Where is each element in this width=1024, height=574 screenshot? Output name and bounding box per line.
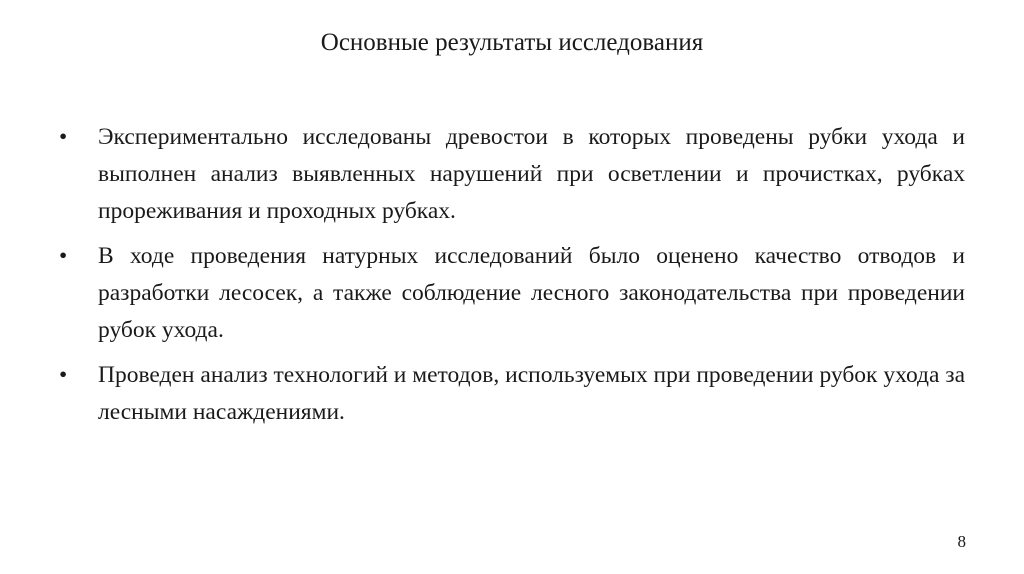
bullet-list bbox=[59, 119, 965, 439]
slide-title: Основные результаты исследования bbox=[320, 29, 704, 56]
bullet-item bbox=[59, 119, 965, 230]
bullet-text: Экспериментально исследованы древостои в которых проведены рубки ухода и выполнен анализ выявленных нарушений при осветлении и прочистках, рубках прореживания и проходных рубках. bbox=[98, 124, 965, 224]
page-number: 8 bbox=[957, 532, 966, 551]
bullet-text: Проведен анализ технологий и методов, используемых при проведении рубок ухода за лесными насаждениями. bbox=[98, 362, 965, 425]
bullet-item bbox=[59, 357, 965, 431]
bullet-marker: • bbox=[59, 362, 68, 388]
bullet-item bbox=[59, 238, 965, 349]
bullet-marker: • bbox=[59, 243, 68, 269]
bullet-marker: • bbox=[59, 124, 68, 150]
bullet-text: В ходе проведения натурных исследований было оценено качество отводов и разработки лесосек, а также соблюдение лесного законодательства при проведении рубок ухода. bbox=[98, 243, 965, 343]
